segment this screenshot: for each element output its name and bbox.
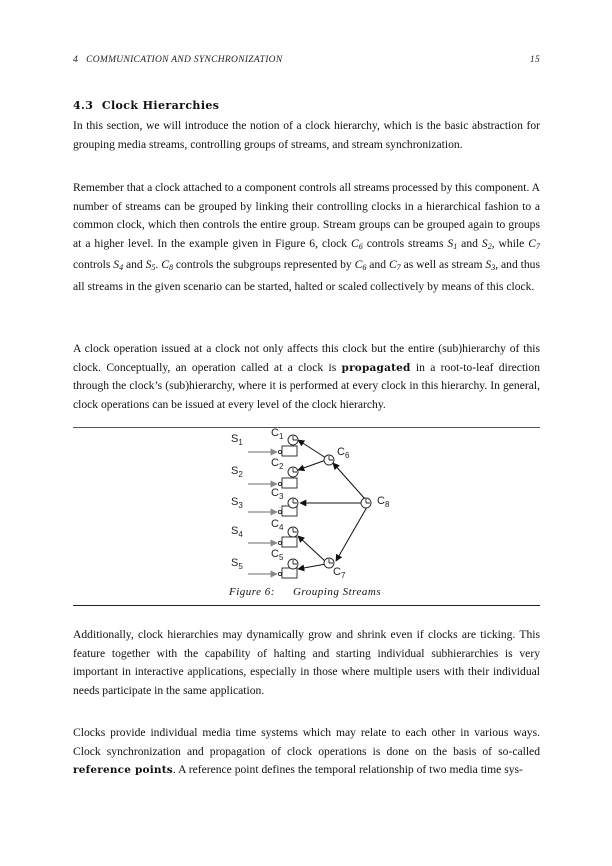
math-c6: $C_6$ <box>354 258 367 273</box>
label-c5: $C_5$ <box>271 548 284 562</box>
figure-grouping-streams-diagram <box>225 428 425 588</box>
paragraph-text: and <box>123 258 146 272</box>
section-title-text: Clock Hierarchies <box>101 99 220 112</box>
paragraph-text: . A reference point defines the temporal relationship of two media time sys- <box>172 763 523 777</box>
figure-title: Grouping Streams <box>292 586 382 598</box>
term-propagated: propagated <box>341 361 411 374</box>
math-s4: $S_4$ <box>113 258 124 273</box>
label-s3: $S_3$ <box>231 496 243 510</box>
stream-labels <box>231 433 243 571</box>
math-s5: $S_5$ <box>145 258 156 273</box>
figure-label: Figure 6: <box>229 586 275 598</box>
paragraph-propagation <box>73 340 540 414</box>
clock-c6-icon <box>324 455 334 465</box>
paragraph-text: , and thus all streams in the given scenario can be started, halted or scaled collectively by means of this clock. <box>73 258 540 293</box>
label-c2: $C_2$ <box>271 457 284 471</box>
running-header <box>73 55 540 65</box>
paragraph-text: Additionally, clock hierarchies may dynamically grow and shrink even if clocks are ticking. This feature together with the capability of halting and starting individual subhierarchies is very important in interactive applications, especially in those where multiple users with their individual needs participate in the same application. <box>73 628 540 697</box>
paragraph-text: , while <box>491 236 529 250</box>
term-reference-points: reference points <box>73 764 173 777</box>
figure-caption <box>229 586 381 598</box>
paragraph-dynamic-hierarchies <box>73 626 540 700</box>
math-c6: $C_6$ <box>351 236 363 251</box>
paragraph-text: In this section, we will introduce the notion of a clock hierarchy, which is the basic abstraction for grouping media streams, controlling groups of streams, and stream synchronization. <box>73 119 540 151</box>
clock-c3-icon <box>288 498 298 508</box>
math-c8: $C_8$ <box>161 258 173 273</box>
math-s3: $S_3$ <box>485 258 496 273</box>
label-s5: $S_5$ <box>231 557 243 571</box>
chapter-title: 4 COMMUNICATION AND SYNCHRONIZATION <box>73 55 283 65</box>
paragraph-text: as well as stream <box>400 258 486 272</box>
math-s2: $S_2$ <box>481 236 492 251</box>
paragraph-reference-points <box>73 724 540 780</box>
paragraph-text: Remember that a clock attached to a component controls all streams processed by this component. A number of streams can be grouped by linking their controlling clocks in a hierarchical fashion to a common clock, which then controls the entire group. Stream groups can be grouped again to groups at a higher level. In the example given in Figure 6, clock <box>73 181 540 250</box>
paragraph-text: and <box>457 236 482 250</box>
label-c3: $C_3$ <box>271 487 284 501</box>
label-c8: $C_8$ <box>377 495 390 509</box>
clock-c2-icon <box>288 467 298 477</box>
paragraph-grouping <box>73 179 540 297</box>
math-c7: $C_7$ <box>528 236 540 251</box>
label-c7: $C_7$ <box>333 566 346 580</box>
label-c6: $C_6$ <box>337 446 350 460</box>
label-c1: $C_1$ <box>271 428 284 441</box>
paragraph-text: Clocks provide individual media time systems which may relate to each other in various ways. Clock synchronization and propagation of clock operations is done on the basis of so-called <box>73 726 540 758</box>
page-number: 15 <box>529 55 540 65</box>
paragraph-intro <box>73 117 540 154</box>
label-s4: $S_4$ <box>231 525 243 539</box>
label-s2: $S_2$ <box>231 465 243 479</box>
clock-c4-icon <box>288 527 298 537</box>
math-c7: $C_7$ <box>388 258 401 273</box>
paragraph-text: and <box>366 258 389 272</box>
clock-icons <box>288 435 371 569</box>
paragraph-text: . <box>155 258 162 272</box>
clock-c5-icon <box>288 559 298 569</box>
paragraph-text: A clock operation issued at a clock not only affects this clock but the entire (sub)hierarchy of this clock. Conceptually, an operation called at a clock is <box>73 342 540 374</box>
math-s1: $S_1$ <box>447 236 458 251</box>
clock-c1-icon <box>288 435 298 445</box>
paragraph-text: controls <box>73 258 114 272</box>
label-c4: $C_4$ <box>271 518 284 532</box>
paragraph-text: in a root-to-leaf direction through the clock’s (sub)hierarchy, where it is performed at every clock in this hierarchy. In general, clock operations can be issued at every level of the clock hierarchy. <box>73 360 540 411</box>
figure-bottom-rule <box>73 605 540 606</box>
clock-c8-icon <box>361 498 371 508</box>
section-heading <box>73 99 219 112</box>
paragraph-text: controls the subgroups represented by <box>172 258 355 272</box>
label-s1: $S_1$ <box>231 433 243 447</box>
paragraph-text: controls streams <box>362 236 448 250</box>
section-number: 4.3 <box>73 99 94 112</box>
